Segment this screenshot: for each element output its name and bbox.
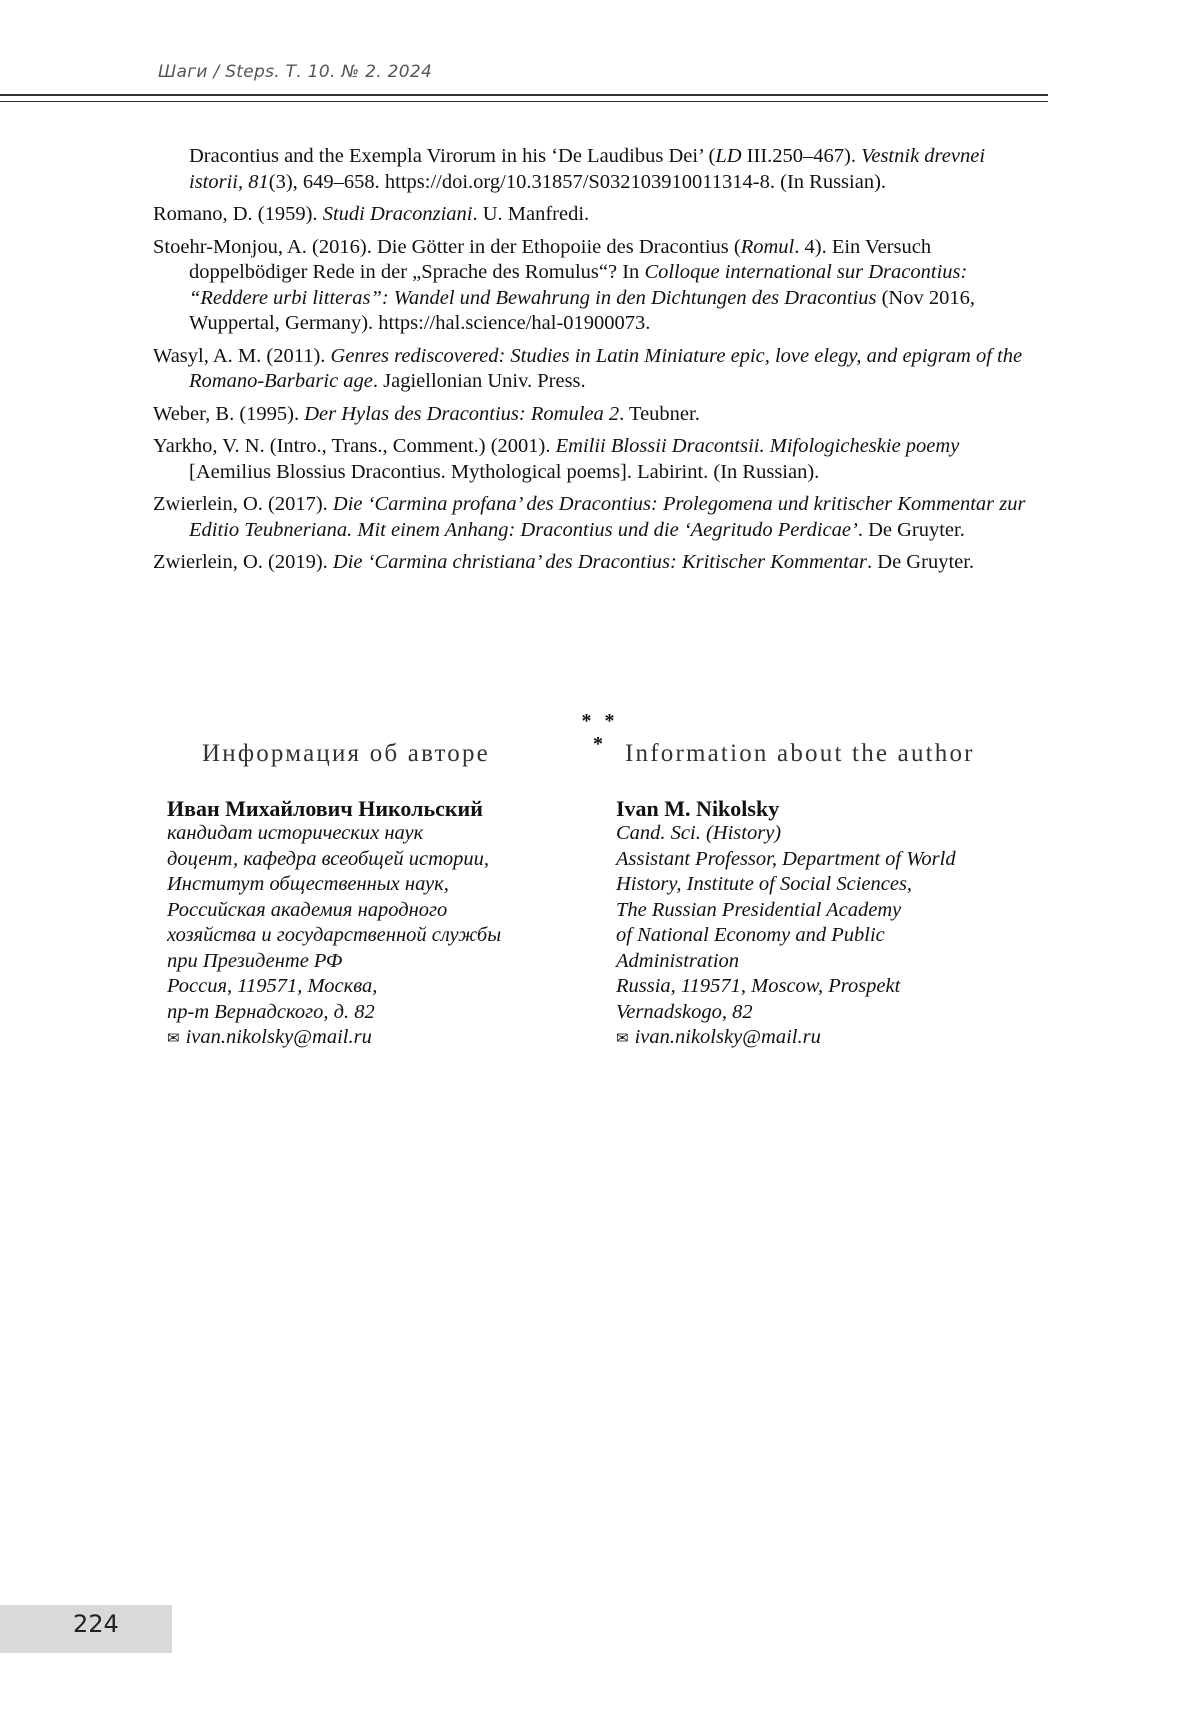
- page-number: 224: [73, 1610, 119, 1638]
- author-info-heading-ru: Информация об авторе: [202, 740, 490, 767]
- author-info-heading-en: Information about the author: [625, 740, 975, 767]
- author-line: Cand. Sci. (History): [616, 822, 782, 844]
- reference-title: Die ‘Carmina profana’ des Dracontius: Prolegomena und kritischer Kommentar zur Editio Teubneriana. Mit einem Anhang: Dracontius und die ‘Aegritudo Perdicae’: [189, 493, 1026, 541]
- reference-entry: [153, 344, 1043, 395]
- reference-entry: [153, 144, 1043, 195]
- reference-text: . Teubner.: [619, 402, 700, 425]
- header-rule: [0, 94, 1048, 96]
- reference-title: Der Hylas des Dracontius: Romulea 2: [304, 402, 620, 425]
- author-line: Институт общественных наук,: [167, 873, 449, 895]
- reference-text: III.250–467).: [741, 145, 862, 167]
- reference-title: Romul: [740, 235, 795, 258]
- reference-text: . Jagiellonian Univ. Press.: [372, 370, 586, 392]
- author-email-row-en: [616, 1025, 1056, 1053]
- author-line: Российская академия народного: [167, 898, 448, 921]
- author-name-ru: Иван Михайлович Никольский: [167, 796, 483, 821]
- reference-text: . U. Manfredi.: [472, 203, 590, 225]
- reference-entry: [153, 492, 1043, 543]
- reference-title: Die ‘Carmina christiana’ des Dracontius: Kritischer Kommentar: [332, 551, 868, 573]
- reference-text: (3), 649–658. https://doi.org/10.31857/S032103910011314-8. (In Russian).: [268, 170, 887, 193]
- reference-text: . 4). Ein Versuch doppelbödiger Rede in der „Sprache des Romulus“? In: [189, 235, 932, 283]
- section-separator: * * *: [581, 710, 619, 755]
- reference-title: Colloque international sur Dracontius: “Reddere urbi litteras”: Wandel und Bewahrung in den Dichtungen des Dracontius: [189, 261, 968, 309]
- reference-text: Zwierlein, O. (2017).: [153, 493, 333, 515]
- author-email-en[interactable]: ivan.nikolsky@mail.ru: [634, 1026, 821, 1048]
- reference-text: Zwierlein, O. (2019).: [153, 551, 333, 573]
- author-line: of National Economy and Public: [616, 924, 885, 946]
- author-line: Administration: [616, 949, 740, 972]
- running-head: Шаги / Steps. Т. 10. № 2. 2024: [158, 62, 433, 82]
- reference-title: Genres rediscovered: Studies in Latin Miniature epic, love elegy, and epigram of the Romano-Barbaric age: [189, 344, 1023, 392]
- reference-title: Vestnik drevnei istorii, 81: [189, 145, 986, 193]
- header-rule-thin: [0, 101, 1048, 102]
- author-line: Vernadskogo, 82: [616, 1000, 753, 1023]
- author-info-en: [616, 740, 1056, 1053]
- author-line: Russia, 119571, Moscow, Prospekt: [616, 975, 901, 997]
- author-line: The Russian Presidential Academy: [616, 898, 902, 921]
- reference-text: [Aemilius Blossius Dracontius. Mythological poems]. Labirint. (In Russian).: [189, 460, 820, 483]
- reference-text: . De Gruyter.: [857, 518, 965, 541]
- author-line: хозяйства и государственной службы: [167, 924, 502, 946]
- reference-title: LD: [715, 145, 742, 167]
- author-line: доцент, кафедра всеобщей истории,: [167, 847, 489, 870]
- author-info-ru: [167, 740, 567, 1053]
- reference-list: [153, 144, 1043, 583]
- reference-text: Yarkho, V. N. (Intro., Trans., Comment.) (2001).: [153, 435, 556, 457]
- reference-text: Wasyl, A. M. (2011).: [153, 344, 331, 367]
- author-line: Assistant Professor, Department of World: [616, 847, 956, 870]
- envelope-icon: ✉: [167, 1031, 180, 1047]
- reference-entry: [153, 235, 1043, 337]
- author-line: Россия, 119571, Москва,: [167, 975, 378, 997]
- reference-entry: [153, 202, 1043, 228]
- reference-text: Weber, B. (1995).: [153, 402, 305, 425]
- author-email-row-ru: [167, 1025, 567, 1053]
- reference-text: Dracontius and the Exempla Virorum in his ‘De Laudibus Dei’ (: [189, 145, 716, 167]
- reference-text: . De Gruyter.: [867, 551, 975, 573]
- author-line: при Президенте РФ: [167, 949, 343, 972]
- reference-text: (Nov 2016, Wuppertal, Germany). https://hal.science/hal-01900073.: [189, 286, 975, 334]
- author-line: пр-т Вернадского, д. 82: [167, 1000, 375, 1023]
- reference-entry: [153, 550, 1043, 576]
- author-line: History, Institute of Social Sciences,: [616, 873, 913, 895]
- reference-text: Stoehr-Monjou, A. (2016). Die Götter in der Ethopoiie des Dracontius (: [153, 235, 741, 258]
- reference-entry: [153, 402, 1043, 428]
- reference-title: Emilii Blossii Dracontsii. Mifologicheskie poemy: [555, 435, 960, 457]
- reference-entry: [153, 434, 1043, 485]
- reference-title: Studi Draconziani: [322, 203, 473, 225]
- author-email-ru[interactable]: ivan.nikolsky@mail.ru: [185, 1026, 372, 1048]
- reference-text: Romano, D. (1959).: [153, 203, 323, 225]
- envelope-icon: ✉: [616, 1031, 629, 1047]
- author-line: кандидат исторических наук: [167, 822, 424, 844]
- author-name-en: Ivan M. Nikolsky: [616, 796, 780, 821]
